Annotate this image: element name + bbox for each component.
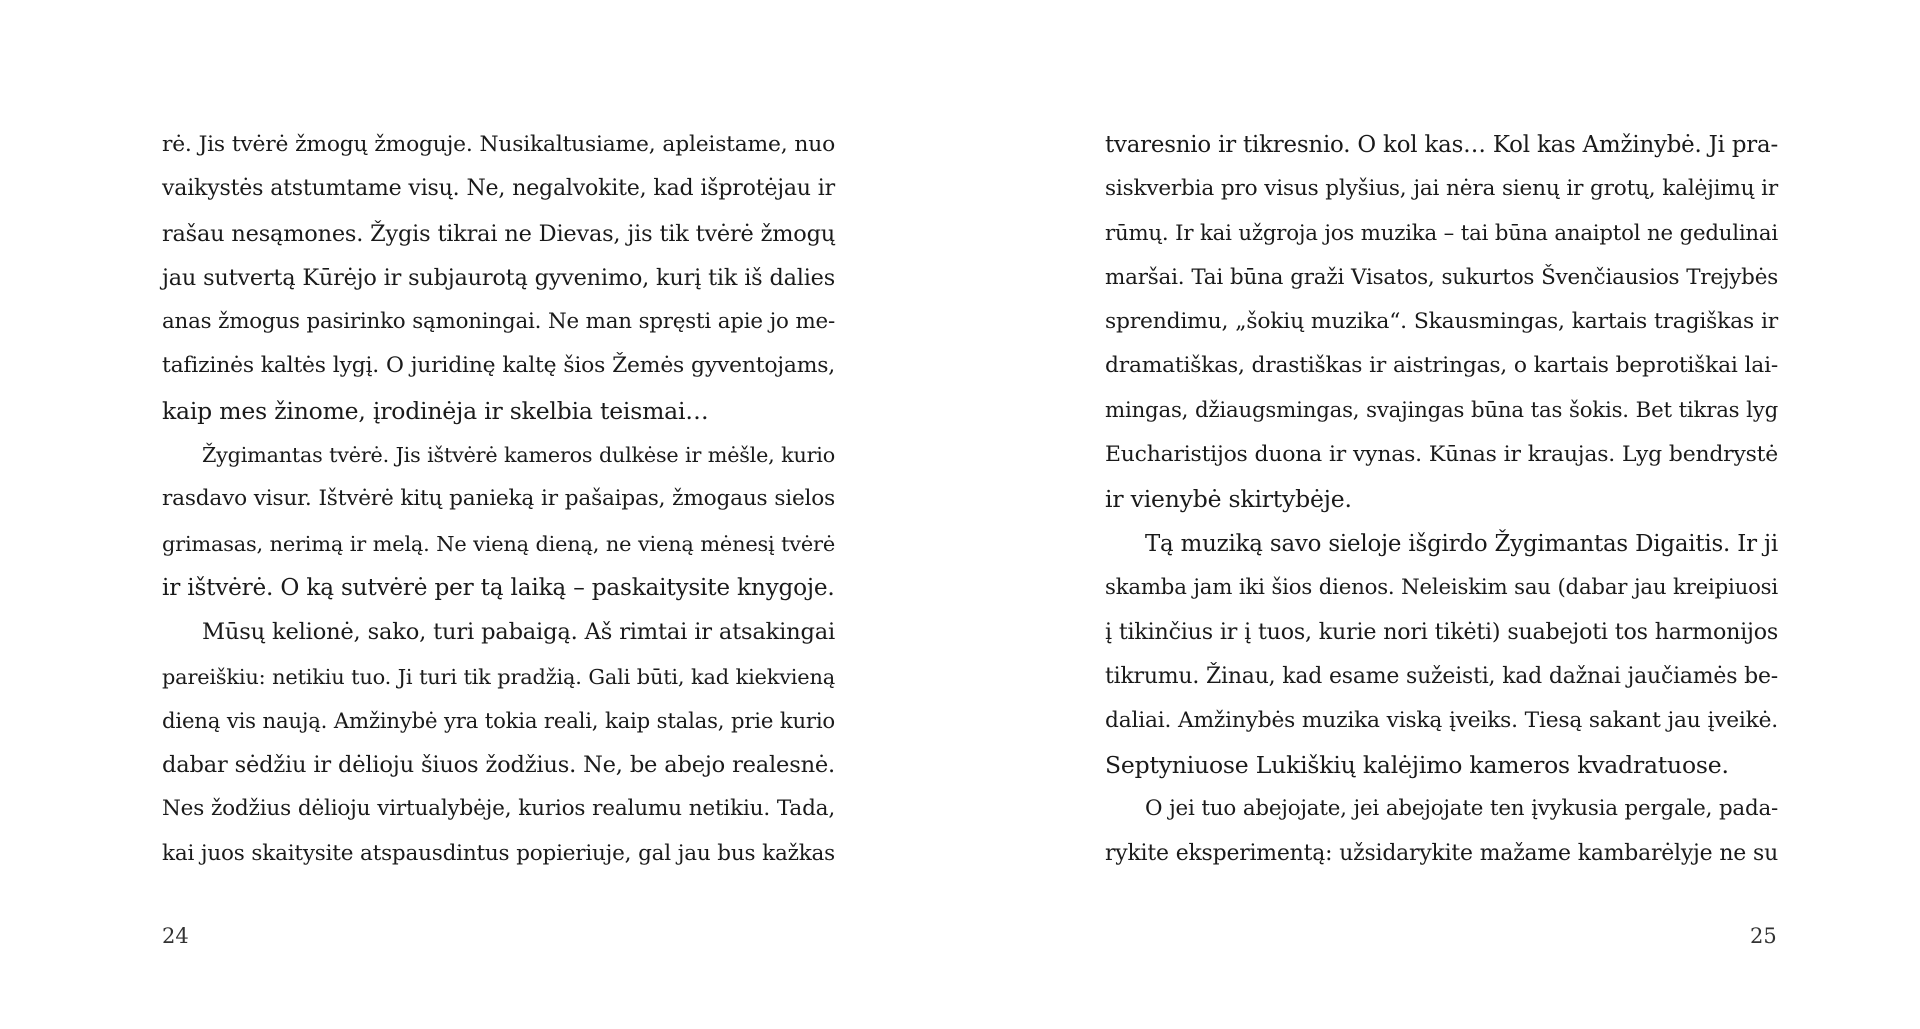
text-line: tikrumu. Žinau, kad esame sužeisti, kad dažnai jaučiamės be- xyxy=(1105,663,1778,689)
text-line: kai juos skaitysite atspausdintus popieriuje, gal jau bus kažkas xyxy=(162,840,835,866)
right-page xyxy=(960,0,1920,1029)
text-line: tvaresnio ir tikresnio. O kol kas… Kol kas Amžinybė. Ji pra- xyxy=(1105,132,1778,158)
text-line: ir vienybė skirtybėje. xyxy=(1105,485,1352,514)
text-line: Tą muziką savo sieloje išgirdo Žygimantas Digaitis. Ir ji xyxy=(1145,530,1778,557)
text-line: rūmų. Ir kai užgroja jos muzika – tai būna anaiptol ne gedulinai xyxy=(1105,220,1778,246)
text-line: rė. Jis tvėrė žmogų žmoguje. Nusikaltusiame, apleistame, nuo xyxy=(162,132,835,157)
text-line: rykite eksperimentą: užsidarykite mažame kambarėlyje ne su xyxy=(1105,840,1778,866)
left-page-text xyxy=(162,123,835,876)
text-line: rašau nesąmones. Žygis tikrai ne Dievas, jis tik tvėrė žmogų xyxy=(162,220,835,247)
text-line: Mūsų kelionė, sako, turi pabaigą. Aš rimtai ir atsakingai xyxy=(202,619,835,646)
text-line: siskverbia pro visus plyšius, jai nėra sienų ir grotų, kalėjimų ir xyxy=(1105,176,1778,202)
text-line: O jei tuo abejojate, jei abejojate ten įvykusia pergale, pada- xyxy=(1145,796,1778,822)
text-line: dramatiškas, drastiškas ir aistringas, o kartais beprotiškai lai- xyxy=(1105,353,1778,379)
text-line: jau sutvertą Kūrėjo ir subjaurotą gyvenimo, kurį tik iš dalies xyxy=(162,264,835,291)
text-line: dieną vis naują. Amžinybė yra tokia reali, kaip stalas, prie kurio xyxy=(162,707,835,733)
text-line: sprendimu, „šokių muzika“. Skausmingas, kartais tragiškas ir xyxy=(1105,309,1778,335)
text-line: daliai. Amžinybės muzika viską įveiks. Tiesą sakant jau įveikė. xyxy=(1105,707,1778,733)
text-line: vaikystės atstumtame visų. Ne, negalvokite, kad išprotėjau ir xyxy=(162,176,835,202)
text-line: grimasas, nerimą ir melą. Ne vieną dieną, ne vieną mėnesį tvėrė xyxy=(162,531,835,556)
right-page-text xyxy=(1105,123,1778,876)
text-line: į tikinčius ir į tuos, kurie nori tikėti) suabejoti tos harmonijos xyxy=(1105,619,1778,646)
text-line: skamba jam iki šios dienos. Neleiskim sau (dabar jau kreipiuosi xyxy=(1105,574,1778,600)
text-line: pareiškiu: netikiu tuo. Ji turi tik pradžią. Gali būti, kad kiekvieną xyxy=(162,664,835,689)
text-line: kaip mes žinome, įrodinėja ir skelbia teismai… xyxy=(162,396,709,425)
text-line: mingas, džiaugsmingas, svajingas būna tas šokis. Bet tikras lyg xyxy=(1105,397,1778,423)
text-line: Septyniuose Lukiškių kalėjimo kameros kvadratuose. xyxy=(1105,751,1729,780)
page-number-right: 25 xyxy=(1750,924,1777,948)
text-line: Žygimantas tvėrė. Jis ištvėrė kameros dulkėse ir mėšle, kurio xyxy=(202,443,835,468)
text-line: maršai. Tai būna graži Visatos, sukurtos Švenčiausios Trejybės xyxy=(1105,264,1778,290)
text-line: dabar sėdžiu ir dėlioju šiuos žodžius. Ne, be abejo realesnė. xyxy=(162,752,835,779)
text-line: ir ištvėrė. O ką sutvėrė per tą laiką – paskaitysite knygoje. xyxy=(162,573,835,601)
text-line: rasdavo visur. Ištvėrė kitų panieką ir pašaipas, žmogaus sielos xyxy=(162,486,835,512)
text-line: Eucharistijos duona ir vynas. Kūnas ir kraujas. Lyg bendrystė xyxy=(1105,442,1778,468)
text-line: anas žmogus pasirinko sąmoningai. Ne man spręsti apie jo me- xyxy=(162,309,835,335)
text-line: tafizinės kaltės lygį. O juridinę kaltę šios Žemės gyventojams, xyxy=(162,353,835,379)
text-line: Nes žodžius dėlioju virtualybėje, kurios realumu netikiu. Tada, xyxy=(162,796,835,822)
page-number-left: 24 xyxy=(162,924,189,948)
